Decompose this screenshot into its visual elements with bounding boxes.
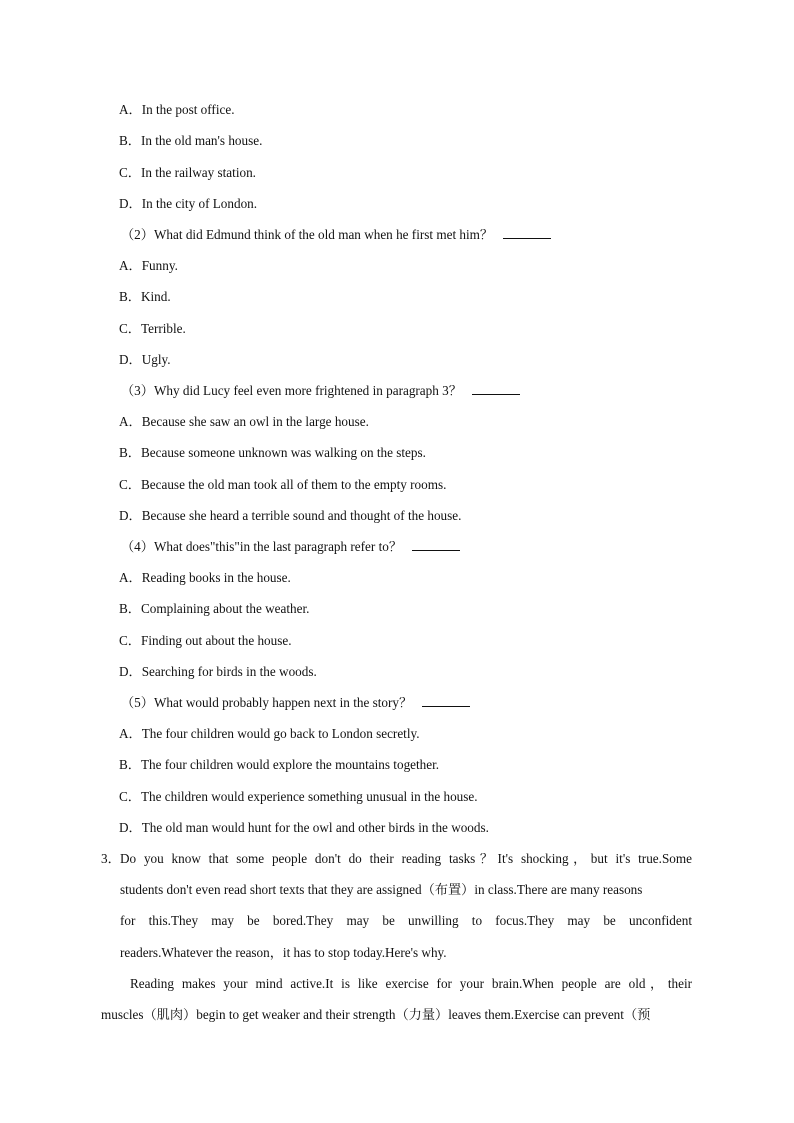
q5-option-a: A．The four children would go back to London secretly. [119, 726, 420, 741]
q3-option-b: B．Because someone unknown was walking on the steps. [119, 445, 426, 460]
passage-3-line-3: for this.They may be bored.They may be unwilling to focus.They may be unconfident [120, 913, 692, 928]
q2-option-d: D．Ugly. [119, 352, 171, 367]
passage-3-line-2: students don't even read short texts that they are assigned（布置）in class.There are many reasons [120, 882, 643, 897]
q5-option-b: B．The four children would explore the mountains together. [119, 757, 440, 772]
q5-stem: （5）What would probably happen next in the story？ [121, 695, 413, 710]
q2-option-a: A．Funny. [119, 258, 178, 273]
passage-3-line-6: muscles（肌肉）begin to get weaker and their strength（力量）leaves them.Exercise can prevent（预 [101, 1007, 651, 1022]
q4-option-d: D．Searching for birds in the woods. [119, 664, 317, 679]
q2-option-b: B．Kind. [119, 289, 171, 304]
q1-option-a: A．In the post office. [119, 102, 235, 117]
q3-stem-line [121, 383, 520, 399]
q4-option-b: B．Complaining about the weather. [119, 601, 310, 616]
q4-answer-blank[interactable] [412, 539, 460, 551]
q3-option-c: C．Because the old man took all of them to the empty rooms. [119, 477, 447, 492]
q2-stem-line [121, 227, 551, 243]
passage-3-line-1: Do you know that some people don't do their reading tasks？It's shocking，but it's true.Some [120, 851, 692, 866]
passage-3-line-4: readers.Whatever the reason，it has to stop today.Here's why. [120, 945, 447, 960]
passage-3-number: 3． [101, 851, 121, 866]
q5-stem-line [121, 695, 470, 711]
q2-stem: （2）What did Edmund think of the old man when he first met him？ [121, 227, 494, 242]
q1-option-c: C．In the railway station. [119, 165, 256, 180]
q1-option-b: B．In the old man's house. [119, 133, 263, 148]
q5-option-c: C．The children would experience something unusual in the house. [119, 789, 478, 804]
q2-option-c: C．Terrible. [119, 321, 186, 336]
q5-answer-blank[interactable] [422, 695, 470, 707]
q3-option-a: A．Because she saw an owl in the large house. [119, 414, 369, 429]
q3-option-d: D．Because she heard a terrible sound and thought of the house. [119, 508, 462, 523]
passage-3-line-5: Reading makes your mind active.It is like exercise for your brain.When people are old，their [130, 976, 692, 991]
q3-answer-blank[interactable] [472, 383, 520, 395]
q4-option-c: C．Finding out about the house. [119, 633, 292, 648]
q2-answer-blank[interactable] [503, 227, 551, 239]
q5-option-d: D．The old man would hunt for the owl and other birds in the woods. [119, 820, 489, 835]
q3-stem: （3）Why did Lucy feel even more frightened in paragraph 3？ [121, 383, 462, 398]
q4-stem-line [121, 539, 460, 555]
q4-option-a: A．Reading books in the house. [119, 570, 291, 585]
q1-option-d: D．In the city of London. [119, 196, 258, 211]
q4-stem: （4）What does"this"in the last paragraph refer to？ [121, 539, 403, 554]
